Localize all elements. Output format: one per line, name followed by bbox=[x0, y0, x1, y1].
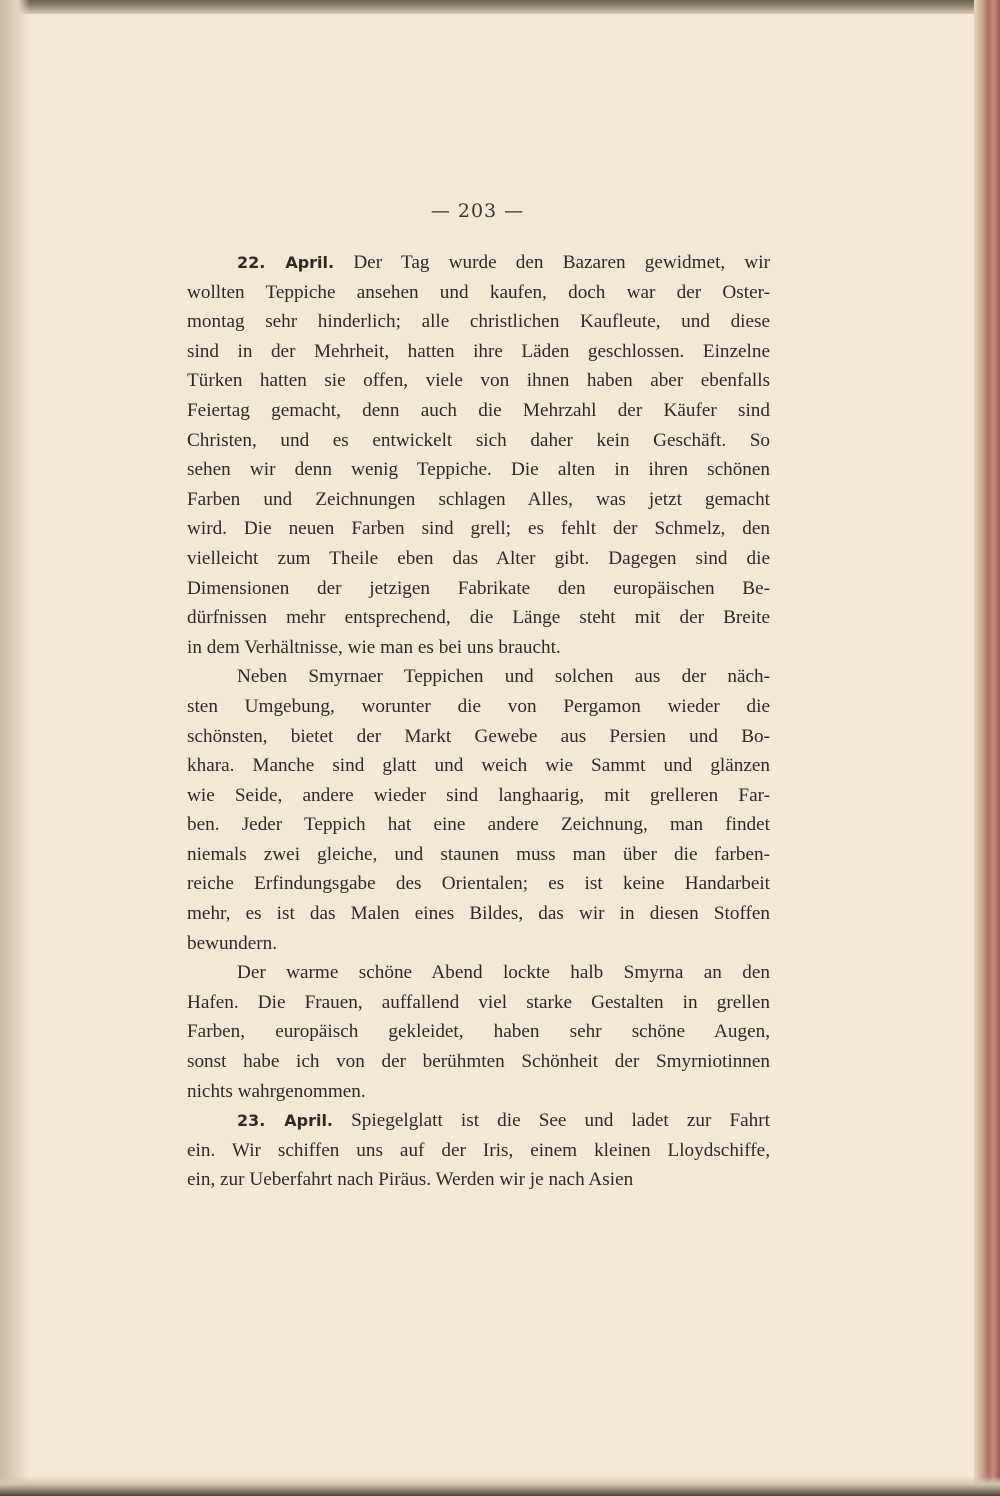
text-line bbox=[187, 455, 770, 485]
text-line bbox=[187, 485, 770, 515]
line-text: sonst habe ich von der berühmten Schönheit der Smyrniotinnen bbox=[187, 1051, 770, 1073]
line-text: nichts wahrgenommen. bbox=[187, 1080, 366, 1102]
line-text: Feiertag gemacht, denn auch die Mehrzahl der Käufer sind bbox=[187, 399, 770, 421]
line-text: Türken hatten sie offen, viele von ihnen haben aber ebenfalls bbox=[187, 370, 770, 392]
text-line bbox=[187, 662, 770, 692]
text-line bbox=[187, 603, 770, 633]
line-text: Neben Smyrnaer Teppichen und solchen aus der näch- bbox=[237, 666, 770, 688]
line-text: wie Seide, andere wieder sind langhaarig, mit grelleren Far- bbox=[187, 784, 770, 806]
page-number: — 203 — bbox=[430, 200, 525, 222]
text-line bbox=[187, 692, 770, 722]
paragraph bbox=[187, 248, 770, 662]
text-line bbox=[187, 1165, 770, 1195]
text-line bbox=[187, 396, 770, 426]
line-text: sind in der Mehrheit, hatten ihre Läden geschlossen. Einzelne bbox=[187, 340, 770, 362]
text-line bbox=[187, 988, 770, 1018]
line-text: Der Tag wurde den Bazaren gewidmet, wir bbox=[334, 252, 771, 273]
paragraph bbox=[187, 958, 770, 1106]
text-line bbox=[187, 574, 770, 604]
line-text: ben. Jeder Teppich hat eine andere Zeichnung, man findet bbox=[187, 814, 770, 836]
line-text: wird. Die neuen Farben sind grell; es fehlt der Schmelz, den bbox=[187, 518, 770, 540]
entry-date: 22. April. bbox=[237, 253, 335, 272]
text-line bbox=[187, 1017, 770, 1047]
line-text: schönsten, bietet der Markt Gewebe aus Persien und Bo- bbox=[187, 725, 770, 747]
text-line bbox=[187, 337, 770, 367]
paragraph bbox=[187, 1106, 770, 1195]
line-text: vielleicht zum Theile eben das Alter gibt. Dagegen sind die bbox=[187, 547, 770, 569]
line-text: Der warme schöne Abend lockte halb Smyrna an den bbox=[237, 962, 770, 984]
page-gutter-shadow bbox=[0, 0, 30, 1496]
text-line bbox=[187, 544, 770, 574]
text-line bbox=[187, 1077, 770, 1107]
page-bottom-edge bbox=[0, 1476, 1000, 1496]
line-text: dürfnissen mehr entsprechend, die Länge steht mit der Breite bbox=[187, 607, 770, 629]
text-line bbox=[187, 278, 770, 308]
line-text: Farben und Zeichnungen schlagen Alles, was jetzt gemacht bbox=[187, 488, 770, 510]
line-text: khara. Manche sind glatt und weich wie Sammt und glänzen bbox=[187, 755, 770, 777]
text-line bbox=[187, 722, 770, 752]
line-text: Hafen. Die Frauen, auffallend viel starke Gestalten in grellen bbox=[187, 991, 770, 1013]
text-line bbox=[187, 633, 770, 663]
line-text: ein. Wir schiffen uns auf der Iris, einem kleinen Lloydschiffe, bbox=[187, 1139, 770, 1161]
line-text: ein, zur Ueberfahrt nach Piräus. Werden wir je nach Asien bbox=[187, 1169, 634, 1191]
line-text: Dimensionen der jetzigen Fabrikate den europäischen Be- bbox=[187, 577, 770, 599]
line-text: Spiegelglatt ist die See und ladet zur Fahrt bbox=[333, 1110, 770, 1132]
line-text: in dem Verhältnisse, wie man es bei uns braucht. bbox=[187, 636, 561, 658]
line-text: sten Umgebung, worunter die von Pergamon wieder die bbox=[187, 695, 770, 717]
text-line bbox=[187, 781, 770, 811]
entry-date: 23. April. bbox=[237, 1111, 334, 1131]
line-text: sehen wir denn wenig Teppiche. Die alten in ihren schönen bbox=[187, 459, 770, 481]
text-line bbox=[187, 248, 770, 278]
line-text: Farben, europäisch gekleidet, haben sehr schöne Augen, bbox=[187, 1021, 770, 1043]
text-line bbox=[187, 514, 770, 544]
line-text: reiche Erfindungsgabe des Orientalen; es ist keine Handarbeit bbox=[187, 873, 770, 895]
line-text: wollten Teppiche ansehen und kaufen, doch war der Oster- bbox=[187, 281, 770, 303]
line-text: mehr, es ist das Malen eines Bildes, das wir in diesen Stoffen bbox=[187, 903, 770, 925]
line-text: bewundern. bbox=[187, 932, 278, 954]
text-line bbox=[187, 307, 770, 337]
text-line bbox=[187, 958, 770, 988]
text-line bbox=[187, 1136, 770, 1166]
body-text bbox=[187, 248, 770, 1195]
text-line bbox=[187, 869, 770, 899]
text-line bbox=[187, 929, 770, 959]
text-line bbox=[187, 751, 770, 781]
line-text: niemals zwei gleiche, und staunen muss man über die farben- bbox=[187, 843, 770, 865]
text-line bbox=[187, 1106, 770, 1136]
line-text: montag sehr hinderlich; alle christlichen Kaufleute, und diese bbox=[187, 311, 770, 333]
text-line bbox=[187, 426, 770, 456]
text-line bbox=[187, 899, 770, 929]
text-line bbox=[187, 840, 770, 870]
text-line bbox=[187, 366, 770, 396]
book-cover-edge bbox=[974, 0, 1000, 1496]
text-line bbox=[187, 810, 770, 840]
line-text: Christen, und es entwickelt sich daher kein Geschäft. So bbox=[187, 429, 770, 451]
paragraph bbox=[187, 662, 770, 958]
text-line bbox=[187, 1047, 770, 1077]
page-top-edge bbox=[0, 0, 1000, 14]
